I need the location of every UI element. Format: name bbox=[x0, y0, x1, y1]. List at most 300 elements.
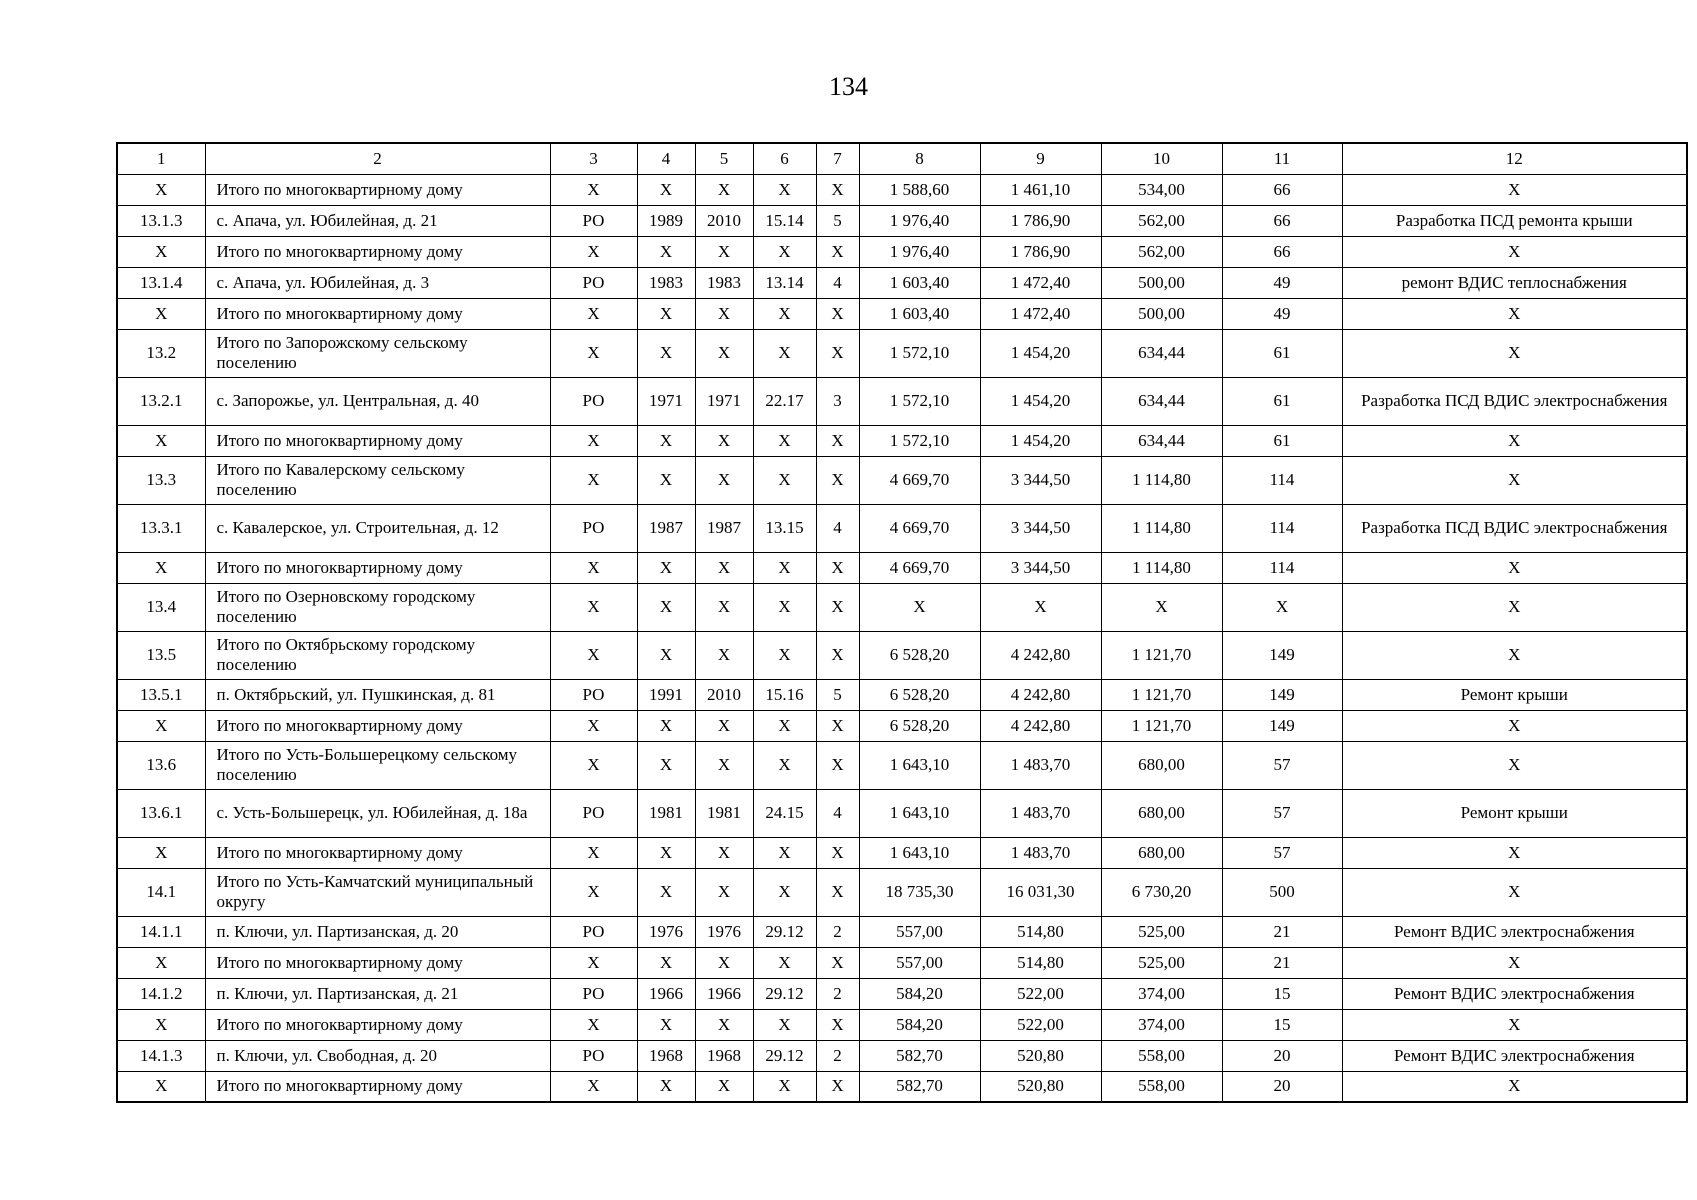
table-row bbox=[117, 552, 1687, 583]
table-cell-col-2: Итого по Октябрьскому городскому поселению bbox=[205, 631, 550, 679]
table-cell-col-1: X bbox=[117, 298, 205, 329]
table-cell-col-3: РО bbox=[550, 679, 637, 710]
table-row bbox=[117, 583, 1687, 631]
table-cell-col-7: X bbox=[816, 456, 859, 504]
table-cell-col-5: X bbox=[695, 583, 753, 631]
table-cell-col-9: 1 483,70 bbox=[980, 789, 1101, 837]
table-cell-col-6: X bbox=[753, 425, 816, 456]
table-cell-col-1: 13.1.3 bbox=[117, 205, 205, 236]
table-cell-col-8: 6 528,20 bbox=[859, 679, 980, 710]
table-cell-col-9: 3 344,50 bbox=[980, 504, 1101, 552]
table-cell-col-8: 1 603,40 bbox=[859, 298, 980, 329]
table-cell-col-5: 2010 bbox=[695, 679, 753, 710]
header-cell-col-10: 10 bbox=[1101, 143, 1222, 174]
table-cell-col-1: 14.1.2 bbox=[117, 978, 205, 1009]
table-cell-col-6: X bbox=[753, 583, 816, 631]
table-cell-col-3: X bbox=[550, 236, 637, 267]
table-row bbox=[117, 298, 1687, 329]
table-cell-col-2: Итого по Усть-Камчатский муниципальный округу bbox=[205, 868, 550, 916]
table-cell-col-11: 49 bbox=[1222, 267, 1342, 298]
table-cell-col-1: 13.5.1 bbox=[117, 679, 205, 710]
table-cell-col-8: 18 735,30 bbox=[859, 868, 980, 916]
table-cell-col-9: 1 454,20 bbox=[980, 377, 1101, 425]
table-cell-col-10: 562,00 bbox=[1101, 205, 1222, 236]
header-cell-col-11: 11 bbox=[1222, 143, 1342, 174]
table-cell-col-3: X bbox=[550, 425, 637, 456]
table-cell-col-5: X bbox=[695, 329, 753, 377]
table-cell-col-4: 1991 bbox=[637, 679, 695, 710]
table-cell-col-8: 4 669,70 bbox=[859, 552, 980, 583]
table-cell-col-7: 4 bbox=[816, 789, 859, 837]
table-cell-col-6: X bbox=[753, 837, 816, 868]
table-cell-col-12: Ремонт ВДИС электроснабжения bbox=[1342, 916, 1687, 947]
table-cell-col-5: 1981 bbox=[695, 789, 753, 837]
table-cell-col-9: 1 461,10 bbox=[980, 174, 1101, 205]
table-row bbox=[117, 1071, 1687, 1102]
table-cell-col-11: X bbox=[1222, 583, 1342, 631]
table-cell-col-3: X bbox=[550, 552, 637, 583]
table-row bbox=[117, 947, 1687, 978]
table-cell-col-8: 582,70 bbox=[859, 1040, 980, 1071]
table-cell-col-3: X bbox=[550, 837, 637, 868]
table-cell-col-12: X bbox=[1342, 583, 1687, 631]
table-row bbox=[117, 789, 1687, 837]
table-cell-col-4: 1981 bbox=[637, 789, 695, 837]
table-cell-col-10: 374,00 bbox=[1101, 978, 1222, 1009]
table-cell-col-10: 1 114,80 bbox=[1101, 504, 1222, 552]
table-row bbox=[117, 425, 1687, 456]
table-cell-col-1: 13.3.1 bbox=[117, 504, 205, 552]
table-cell-col-8: 6 528,20 bbox=[859, 710, 980, 741]
table-cell-col-1: 13.4 bbox=[117, 583, 205, 631]
table-cell-col-3: X bbox=[550, 1009, 637, 1040]
table-cell-col-11: 15 bbox=[1222, 1009, 1342, 1040]
table-cell-col-9: 4 242,80 bbox=[980, 710, 1101, 741]
table-cell-col-11: 149 bbox=[1222, 631, 1342, 679]
table-cell-col-1: X bbox=[117, 1009, 205, 1040]
table-row bbox=[117, 377, 1687, 425]
table-cell-col-2: Итого по многоквартирному дому bbox=[205, 298, 550, 329]
table-cell-col-12: Ремонт крыши bbox=[1342, 679, 1687, 710]
table-cell-col-5: X bbox=[695, 868, 753, 916]
table-cell-col-10: 1 121,70 bbox=[1101, 710, 1222, 741]
table-cell-col-7: 2 bbox=[816, 978, 859, 1009]
table-cell-col-11: 61 bbox=[1222, 425, 1342, 456]
table-cell-col-10: 525,00 bbox=[1101, 947, 1222, 978]
table-cell-col-6: X bbox=[753, 1071, 816, 1102]
table-cell-col-12: X bbox=[1342, 552, 1687, 583]
table-cell-col-9: 1 483,70 bbox=[980, 837, 1101, 868]
table-cell-col-1: X bbox=[117, 236, 205, 267]
table-cell-col-12: X bbox=[1342, 456, 1687, 504]
table-cell-col-3: X bbox=[550, 456, 637, 504]
table-cell-col-3: РО bbox=[550, 205, 637, 236]
table-cell-col-8: 1 976,40 bbox=[859, 205, 980, 236]
table-cell-col-11: 20 bbox=[1222, 1071, 1342, 1102]
table-cell-col-8: 1 603,40 bbox=[859, 267, 980, 298]
table-cell-col-11: 149 bbox=[1222, 710, 1342, 741]
table-cell-col-9: 514,80 bbox=[980, 947, 1101, 978]
table-cell-col-6: X bbox=[753, 456, 816, 504]
table-cell-col-1: 13.6 bbox=[117, 741, 205, 789]
table-cell-col-1: 13.2 bbox=[117, 329, 205, 377]
table-cell-col-1: X bbox=[117, 174, 205, 205]
table-cell-col-11: 15 bbox=[1222, 978, 1342, 1009]
table-cell-col-9: 16 031,30 bbox=[980, 868, 1101, 916]
table-cell-col-6: 15.16 bbox=[753, 679, 816, 710]
table-cell-col-8: 6 528,20 bbox=[859, 631, 980, 679]
table-row bbox=[117, 679, 1687, 710]
table-cell-col-3: РО bbox=[550, 1040, 637, 1071]
table-cell-col-2: Итого по многоквартирному дому bbox=[205, 425, 550, 456]
table-cell-col-2: Итого по Запорожскому сельскому поселению bbox=[205, 329, 550, 377]
table-cell-col-11: 149 bbox=[1222, 679, 1342, 710]
table-cell-col-2: п. Октябрьский, ул. Пушкинская, д. 81 bbox=[205, 679, 550, 710]
table-row bbox=[117, 267, 1687, 298]
table-cell-col-4: X bbox=[637, 868, 695, 916]
table-cell-col-8: 1 572,10 bbox=[859, 425, 980, 456]
table-cell-col-3: РО bbox=[550, 504, 637, 552]
table-cell-col-2: с. Запорожье, ул. Центральная, д. 40 bbox=[205, 377, 550, 425]
table-cell-col-2: п. Ключи, ул. Свободная, д. 20 bbox=[205, 1040, 550, 1071]
table-cell-col-4: X bbox=[637, 456, 695, 504]
table-cell-col-1: 13.5 bbox=[117, 631, 205, 679]
table-cell-col-6: X bbox=[753, 1009, 816, 1040]
table-cell-col-10: X bbox=[1101, 583, 1222, 631]
table-row bbox=[117, 236, 1687, 267]
table-cell-col-9: 522,00 bbox=[980, 1009, 1101, 1040]
table-cell-col-4: 1983 bbox=[637, 267, 695, 298]
header-cell-col-9: 9 bbox=[980, 143, 1101, 174]
table-cell-col-8: 1 976,40 bbox=[859, 236, 980, 267]
table-cell-col-2: Итого по многоквартирному дому bbox=[205, 947, 550, 978]
table-cell-col-5: X bbox=[695, 947, 753, 978]
table-cell-col-4: X bbox=[637, 741, 695, 789]
table-cell-col-4: 1966 bbox=[637, 978, 695, 1009]
table-cell-col-3: X bbox=[550, 1071, 637, 1102]
table-cell-col-2: Итого по многоквартирному дому bbox=[205, 552, 550, 583]
table-cell-col-6: 29.12 bbox=[753, 978, 816, 1009]
table-cell-col-4: 1968 bbox=[637, 1040, 695, 1071]
table-cell-col-3: X bbox=[550, 868, 637, 916]
table-cell-col-9: 1 483,70 bbox=[980, 741, 1101, 789]
header-cell-col-5: 5 bbox=[695, 143, 753, 174]
table-cell-col-11: 21 bbox=[1222, 916, 1342, 947]
table-cell-col-4: X bbox=[637, 298, 695, 329]
table-cell-col-3: X bbox=[550, 583, 637, 631]
table-cell-col-12: X bbox=[1342, 631, 1687, 679]
table-cell-col-8: 582,70 bbox=[859, 1071, 980, 1102]
table-cell-col-9: X bbox=[980, 583, 1101, 631]
table-cell-col-12: X bbox=[1342, 868, 1687, 916]
header-cell-col-3: 3 bbox=[550, 143, 637, 174]
table-cell-col-5: X bbox=[695, 1071, 753, 1102]
table-cell-col-2: с. Кавалерское, ул. Строительная, д. 12 bbox=[205, 504, 550, 552]
table-cell-col-8: 1 588,60 bbox=[859, 174, 980, 205]
table-cell-col-3: РО bbox=[550, 377, 637, 425]
table-cell-col-9: 1 472,40 bbox=[980, 267, 1101, 298]
table-row bbox=[117, 504, 1687, 552]
table-row bbox=[117, 978, 1687, 1009]
table-cell-col-10: 562,00 bbox=[1101, 236, 1222, 267]
table-cell-col-9: 514,80 bbox=[980, 916, 1101, 947]
table-cell-col-2: п. Ключи, ул. Партизанская, д. 20 bbox=[205, 916, 550, 947]
table-cell-col-12: Ремонт ВДИС электроснабжения bbox=[1342, 978, 1687, 1009]
table-row bbox=[117, 1009, 1687, 1040]
table-cell-col-9: 1 786,90 bbox=[980, 236, 1101, 267]
table-cell-col-11: 61 bbox=[1222, 329, 1342, 377]
table-cell-col-1: X bbox=[117, 1071, 205, 1102]
table-cell-col-1: X bbox=[117, 710, 205, 741]
table-cell-col-1: 13.3 bbox=[117, 456, 205, 504]
table-cell-col-12: X bbox=[1342, 947, 1687, 978]
table-cell-col-4: 1987 bbox=[637, 504, 695, 552]
header-cell-col-1: 1 bbox=[117, 143, 205, 174]
table-cell-col-7: X bbox=[816, 425, 859, 456]
table-cell-col-7: X bbox=[816, 741, 859, 789]
table-cell-col-12: X bbox=[1342, 298, 1687, 329]
table-row bbox=[117, 710, 1687, 741]
table-cell-col-5: 1966 bbox=[695, 978, 753, 1009]
header-cell-col-6: 6 bbox=[753, 143, 816, 174]
table-cell-col-6: 24.15 bbox=[753, 789, 816, 837]
table-cell-col-1: 14.1.3 bbox=[117, 1040, 205, 1071]
table-cell-col-5: 1968 bbox=[695, 1040, 753, 1071]
table-cell-col-10: 680,00 bbox=[1101, 741, 1222, 789]
table-cell-col-5: 1987 bbox=[695, 504, 753, 552]
table-cell-col-5: X bbox=[695, 631, 753, 679]
table-cell-col-1: X bbox=[117, 425, 205, 456]
table-cell-col-7: 2 bbox=[816, 1040, 859, 1071]
table-cell-col-12: X bbox=[1342, 1009, 1687, 1040]
table-cell-col-9: 1 472,40 bbox=[980, 298, 1101, 329]
table-cell-col-5: X bbox=[695, 425, 753, 456]
table-cell-col-9: 3 344,50 bbox=[980, 552, 1101, 583]
table-cell-col-10: 634,44 bbox=[1101, 425, 1222, 456]
table-cell-col-11: 49 bbox=[1222, 298, 1342, 329]
table-cell-col-5: X bbox=[695, 741, 753, 789]
table-row bbox=[117, 174, 1687, 205]
table-cell-col-6: 15.14 bbox=[753, 205, 816, 236]
table-cell-col-1: 14.1 bbox=[117, 868, 205, 916]
table-cell-col-10: 525,00 bbox=[1101, 916, 1222, 947]
table-cell-col-1: 13.2.1 bbox=[117, 377, 205, 425]
table-row bbox=[117, 1040, 1687, 1071]
table-cell-col-7: 5 bbox=[816, 205, 859, 236]
table-cell-col-6: X bbox=[753, 868, 816, 916]
table-cell-col-7: X bbox=[816, 837, 859, 868]
table-cell-col-12: X bbox=[1342, 236, 1687, 267]
table-cell-col-4: 1989 bbox=[637, 205, 695, 236]
table-cell-col-8: 1 572,10 bbox=[859, 329, 980, 377]
table-cell-col-11: 57 bbox=[1222, 837, 1342, 868]
table-cell-col-11: 500 bbox=[1222, 868, 1342, 916]
table-cell-col-9: 522,00 bbox=[980, 978, 1101, 1009]
table-cell-col-4: X bbox=[637, 710, 695, 741]
table-cell-col-2: Итого по Озерновскому городскому поселению bbox=[205, 583, 550, 631]
table-cell-col-5: 1971 bbox=[695, 377, 753, 425]
header-cell-col-8: 8 bbox=[859, 143, 980, 174]
table-cell-col-5: 1976 bbox=[695, 916, 753, 947]
table-cell-col-12: Разработка ПСД ВДИС электроснабжения bbox=[1342, 504, 1687, 552]
table-cell-col-2: Итого по многоквартирному дому bbox=[205, 1009, 550, 1040]
table-cell-col-7: X bbox=[816, 1009, 859, 1040]
table-cell-col-10: 1 114,80 bbox=[1101, 456, 1222, 504]
table-cell-col-6: 13.14 bbox=[753, 267, 816, 298]
table-cell-col-6: X bbox=[753, 947, 816, 978]
table-cell-col-8: 1 572,10 bbox=[859, 377, 980, 425]
table-cell-col-6: X bbox=[753, 631, 816, 679]
table-row bbox=[117, 741, 1687, 789]
table-cell-col-3: X bbox=[550, 741, 637, 789]
table-cell-col-9: 4 242,80 bbox=[980, 679, 1101, 710]
table-cell-col-2: Итого по многоквартирному дому bbox=[205, 174, 550, 205]
table-cell-col-12: X bbox=[1342, 329, 1687, 377]
table-cell-col-12: X bbox=[1342, 710, 1687, 741]
table-cell-col-2: с. Усть-Большерецк, ул. Юбилейная, д. 18а bbox=[205, 789, 550, 837]
table-cell-col-9: 3 344,50 bbox=[980, 456, 1101, 504]
table-cell-col-9: 1 454,20 bbox=[980, 329, 1101, 377]
table-cell-col-1: X bbox=[117, 552, 205, 583]
table-cell-col-4: X bbox=[637, 1009, 695, 1040]
table-row bbox=[117, 329, 1687, 377]
table-cell-col-5: X bbox=[695, 710, 753, 741]
table-cell-col-4: X bbox=[637, 425, 695, 456]
table-cell-col-10: 534,00 bbox=[1101, 174, 1222, 205]
table-row bbox=[117, 205, 1687, 236]
table-cell-col-9: 520,80 bbox=[980, 1040, 1101, 1071]
table-header-row bbox=[117, 143, 1687, 174]
table-row bbox=[117, 868, 1687, 916]
table-cell-col-7: X bbox=[816, 583, 859, 631]
table-cell-col-12: X bbox=[1342, 741, 1687, 789]
header-cell-col-4: 4 bbox=[637, 143, 695, 174]
table-cell-col-6: X bbox=[753, 329, 816, 377]
table-cell-col-3: X bbox=[550, 329, 637, 377]
table-cell-col-9: 520,80 bbox=[980, 1071, 1101, 1102]
table-cell-col-9: 1 786,90 bbox=[980, 205, 1101, 236]
table-cell-col-12: X bbox=[1342, 425, 1687, 456]
header-cell-col-12: 12 bbox=[1342, 143, 1687, 174]
table-cell-col-12: Разработка ПСД ремонта крыши bbox=[1342, 205, 1687, 236]
table-cell-col-6: X bbox=[753, 741, 816, 789]
header-cell-col-7: 7 bbox=[816, 143, 859, 174]
table-cell-col-11: 20 bbox=[1222, 1040, 1342, 1071]
table-cell-col-5: X bbox=[695, 837, 753, 868]
table-cell-col-8: 584,20 bbox=[859, 1009, 980, 1040]
table-cell-col-9: 4 242,80 bbox=[980, 631, 1101, 679]
table-cell-col-12: Ремонт ВДИС электроснабжения bbox=[1342, 1040, 1687, 1071]
table-cell-col-7: X bbox=[816, 298, 859, 329]
table-cell-col-12: ремонт ВДИС теплоснабжения bbox=[1342, 267, 1687, 298]
table-cell-col-7: X bbox=[816, 329, 859, 377]
table-cell-col-5: 1983 bbox=[695, 267, 753, 298]
table-cell-col-6: X bbox=[753, 710, 816, 741]
table-cell-col-3: X bbox=[550, 947, 637, 978]
table-cell-col-2: с. Апача, ул. Юбилейная, д. 3 bbox=[205, 267, 550, 298]
table-cell-col-7: X bbox=[816, 1071, 859, 1102]
table-cell-col-8: 4 669,70 bbox=[859, 456, 980, 504]
table-cell-col-12: X bbox=[1342, 174, 1687, 205]
table-cell-col-4: X bbox=[637, 631, 695, 679]
table-cell-col-11: 114 bbox=[1222, 552, 1342, 583]
data-table bbox=[116, 142, 1688, 1103]
table-cell-col-7: X bbox=[816, 552, 859, 583]
table-cell-col-1: 13.6.1 bbox=[117, 789, 205, 837]
table-cell-col-5: X bbox=[695, 456, 753, 504]
table-cell-col-5: X bbox=[695, 298, 753, 329]
table-cell-col-4: X bbox=[637, 329, 695, 377]
table-cell-col-7: X bbox=[816, 868, 859, 916]
table-cell-col-7: X bbox=[816, 174, 859, 205]
table-cell-col-9: 1 454,20 bbox=[980, 425, 1101, 456]
table-cell-col-4: X bbox=[637, 552, 695, 583]
table-cell-col-1: 14.1.1 bbox=[117, 916, 205, 947]
table-cell-col-8: 1 643,10 bbox=[859, 837, 980, 868]
table-cell-col-2: Итого по многоквартирному дому bbox=[205, 236, 550, 267]
table-cell-col-6: X bbox=[753, 236, 816, 267]
table-cell-col-8: 1 643,10 bbox=[859, 789, 980, 837]
table-cell-col-10: 558,00 bbox=[1101, 1071, 1222, 1102]
table-row bbox=[117, 631, 1687, 679]
table-cell-col-4: 1971 bbox=[637, 377, 695, 425]
table-cell-col-4: X bbox=[637, 174, 695, 205]
table-cell-col-4: X bbox=[637, 583, 695, 631]
table-cell-col-5: 2010 bbox=[695, 205, 753, 236]
table-cell-col-7: X bbox=[816, 631, 859, 679]
table-cell-col-2: п. Ключи, ул. Партизанская, д. 21 bbox=[205, 978, 550, 1009]
table-cell-col-11: 66 bbox=[1222, 236, 1342, 267]
page-number: 134 bbox=[829, 72, 868, 101]
table-cell-col-5: X bbox=[695, 174, 753, 205]
table-cell-col-8: X bbox=[859, 583, 980, 631]
table-cell-col-1: X bbox=[117, 947, 205, 978]
table-cell-col-6: X bbox=[753, 552, 816, 583]
table-cell-col-10: 1 114,80 bbox=[1101, 552, 1222, 583]
table-cell-col-11: 57 bbox=[1222, 789, 1342, 837]
table-cell-col-7: X bbox=[816, 236, 859, 267]
table-cell-col-10: 680,00 bbox=[1101, 789, 1222, 837]
table-cell-col-8: 557,00 bbox=[859, 947, 980, 978]
table-cell-col-10: 558,00 bbox=[1101, 1040, 1222, 1071]
table-cell-col-4: X bbox=[637, 837, 695, 868]
table-cell-col-2: Итого по многоквартирному дому bbox=[205, 710, 550, 741]
table-cell-col-11: 57 bbox=[1222, 741, 1342, 789]
table-cell-col-10: 500,00 bbox=[1101, 267, 1222, 298]
table-cell-col-7: X bbox=[816, 710, 859, 741]
table-row bbox=[117, 837, 1687, 868]
table-cell-col-3: X bbox=[550, 298, 637, 329]
table-cell-col-5: X bbox=[695, 1009, 753, 1040]
table-cell-col-10: 374,00 bbox=[1101, 1009, 1222, 1040]
table-cell-col-8: 1 643,10 bbox=[859, 741, 980, 789]
table-cell-col-6: 13.15 bbox=[753, 504, 816, 552]
table-cell-col-2: Итого по Кавалерскому сельскому поселению bbox=[205, 456, 550, 504]
table-cell-col-4: X bbox=[637, 947, 695, 978]
table-cell-col-7: 5 bbox=[816, 679, 859, 710]
table-cell-col-7: 4 bbox=[816, 267, 859, 298]
table-cell-col-7: 2 bbox=[816, 916, 859, 947]
table-cell-col-6: X bbox=[753, 298, 816, 329]
table-row bbox=[117, 456, 1687, 504]
table-cell-col-2: Итого по многоквартирному дому bbox=[205, 1071, 550, 1102]
table-cell-col-11: 66 bbox=[1222, 205, 1342, 236]
table-cell-col-1: X bbox=[117, 837, 205, 868]
table-cell-col-10: 1 121,70 bbox=[1101, 679, 1222, 710]
table-cell-col-6: 29.12 bbox=[753, 1040, 816, 1071]
table-cell-col-1: 13.1.4 bbox=[117, 267, 205, 298]
table-cell-col-12: Ремонт крыши bbox=[1342, 789, 1687, 837]
